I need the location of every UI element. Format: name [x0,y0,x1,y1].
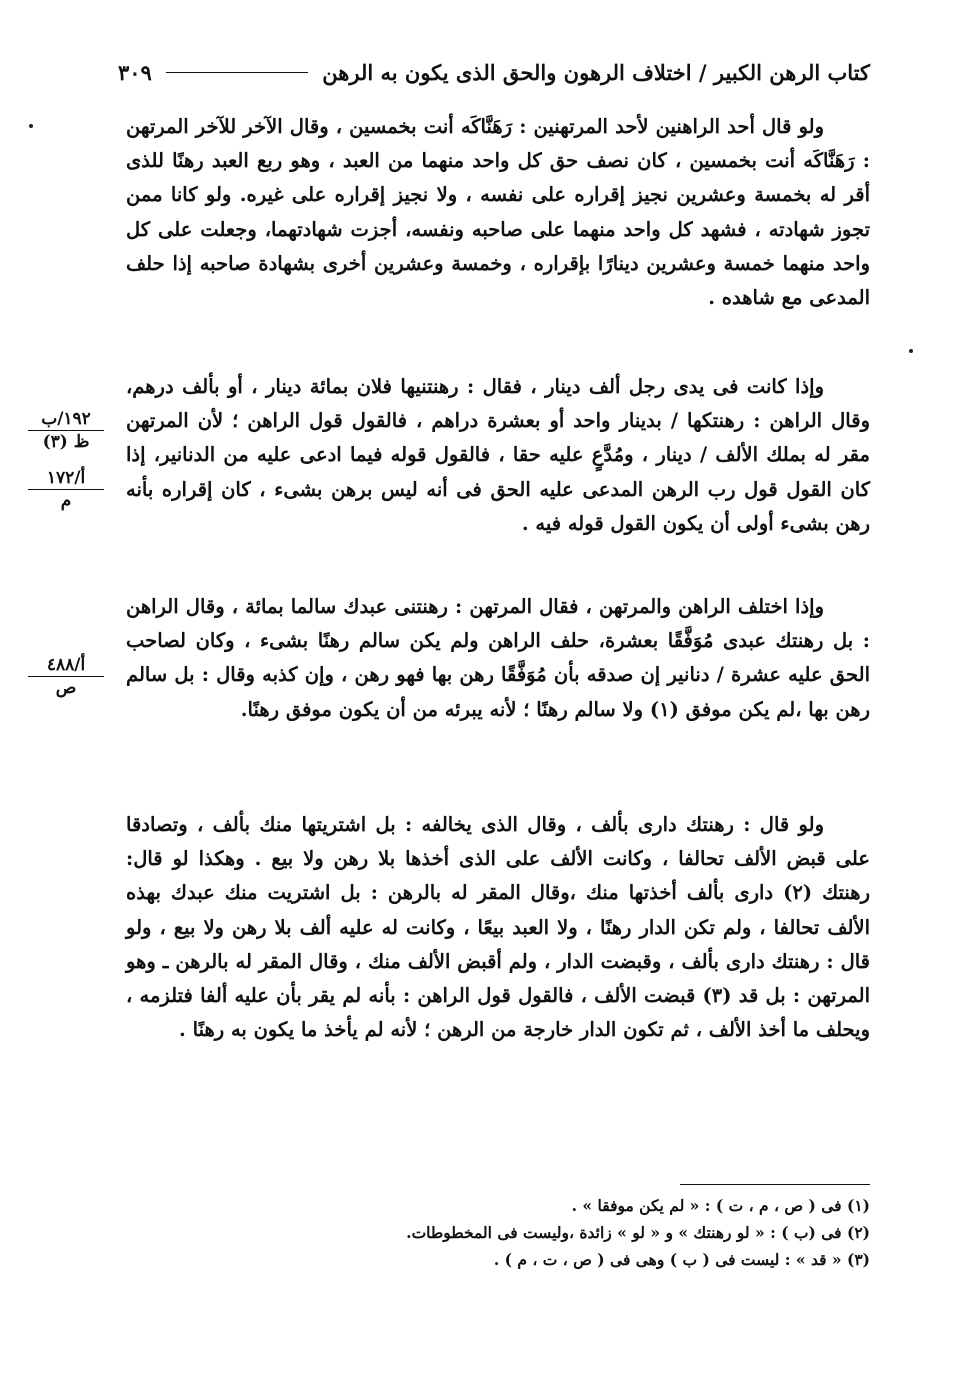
margin-ref-numerator: أ/٤٨٨ [46,655,86,675]
body-paragraph [126,110,870,315]
margin-ref-denominator: ص [28,676,104,699]
margin-ref-numerator: أ/١٧٢ [46,468,86,488]
paragraph-text: ولو قال أحد الراهنين لأحد المرتهنين : رَهَنَّاكَه أنت بخمسين ، وقال الآخر للآخر المرتهن : رَهَنَّاكَه أنت بخمسين ، كان نصف حق كل واحد منهما من العبد ، وهو ربع العبد رهنًا للذى أقر له بخمسة وعشرين نجيز إقراره على نفسه ، ولا نجيز إقراره على غيره. ولو كانا ممن تجوز شهادته ، فشهد كل واحد منهما على صاحبه ونفسه، أجزت شهادتهما، وجعلت على كل واحد منهما خمسة وعشرين دينارًا بإقراره ، وخمسة وعشرين أخرى بشهادة صاحبه إذا حلف المدعى مع شاهده . [126,115,870,310]
margin-manuscript-ref [28,654,104,699]
running-head [118,54,870,90]
running-head-title: كتاب الرهن الكبير / اختلاف الرهون والحق الذى يكون به الرهن [322,59,870,85]
margin-dot [909,349,913,353]
footnote: (٣) « قد » : ليست فى ( ب ) وهى فى ( ص ، ت ، م ) . [493,1250,870,1269]
footnote: (١) فى ( ص ، م ، ت ) : « لم يكن موفقا » . [571,1196,870,1215]
footnote: (٢) فى (ب ) : « لو رهنتك » و « لو » زائدة ،وليست فى المخطوطات. [406,1223,870,1242]
paragraph-text: ولو قال : رهنتك دارى بألف ، وقال الذى يخالفه : بل اشتريتها منك بألف ، وتصادقا على قبض الألف تحالفا ، وكانت الألف على الذى أخذها بلا رهن ولا بيع . وهكذا لو قال: رهنتك (٢) دارى بألف أخذتها منك ،وقال المقر له بالرهن : بل اشتريت منك عبدك بهذه الألف تحالفا ، ولم تكن الدار رهنًا ، ولا العبد بيعًا ، وكانت له عليه ألف بلا رهن ولا بيع ، ولو قال : رهنتك دارى بألف ، وقبضت الدار ، ولم أقبض الألف منك ، وقال المقر له بالرهن ـ وهو المرتهن : بل قد (٣) قبضت الألف ، فالقول قول الراهن : بأنه لم يقر بأن عليه ألفا فتلزمه ، ويحلف ما أخذ الألف ، ثم تكون الدار خارجة من الرهن ؛ لأنه لم يأخذ ما يكون به رهنًا . [126,813,870,1042]
running-head-rule [166,72,308,73]
body-paragraph [126,590,870,727]
body-paragraph [126,370,870,541]
margin-dot [29,124,33,128]
paragraph-text: وإذا كانت فى يدى رجل ألف دينار ، فقال : رهنتنيها فلان بمائة دينار ، أو بألف درهم، وقال الراهن : رهنتكها / بدينار واحد أو بعشرة دراهم ، فالقول قول الراهن ؛ لأن المرتهن مقر له بملك الألف / دينار ، ومُدَّعٍ عليه حقا ، فالقول قوله فيما ادعى عليه من الدنانير، إذا كان القول قول رب الرهن المدعى عليه الحق فى أنه ليس برهن بشىء ، كان إقراره بأنه رهن بشىء أولى أن يكون القول قوله فيه . [126,375,870,535]
footnotes [300,1192,870,1273]
margin-manuscript-ref [28,467,104,512]
margin-ref-denominator: ظ (٣) [28,430,104,453]
margin-manuscript-ref [28,408,104,453]
body-paragraph [126,808,870,1047]
footnote-separator [680,1184,870,1185]
page-number: ٣٠٩ [118,59,152,85]
paragraph-text: وإذا اختلف الراهن والمرتهن ، فقال المرتهن : رهنتنى عبدك سالما بمائة ، وقال الراهن : بل رهنتك عبدى مُوَفَّقًا بعشرة، حلف الراهن ولم يكن سالم رهنًا بشىء ، وكان لصاحب الحق عليه عشرة / دنانير إن صدقه بأن مُوَفَّقًا رهن بها فهو رهن ، وإن كذبه وقال : بل سالم رهن بها ،لم يكن موفق (١) ولا سالم رهنًا ؛ لأنه يبرئه من أن يكون موفق رهنًا. [126,595,870,721]
margin-ref-numerator: ١٩٢/ب [41,409,91,429]
margin-ref-denominator: م [28,489,104,512]
